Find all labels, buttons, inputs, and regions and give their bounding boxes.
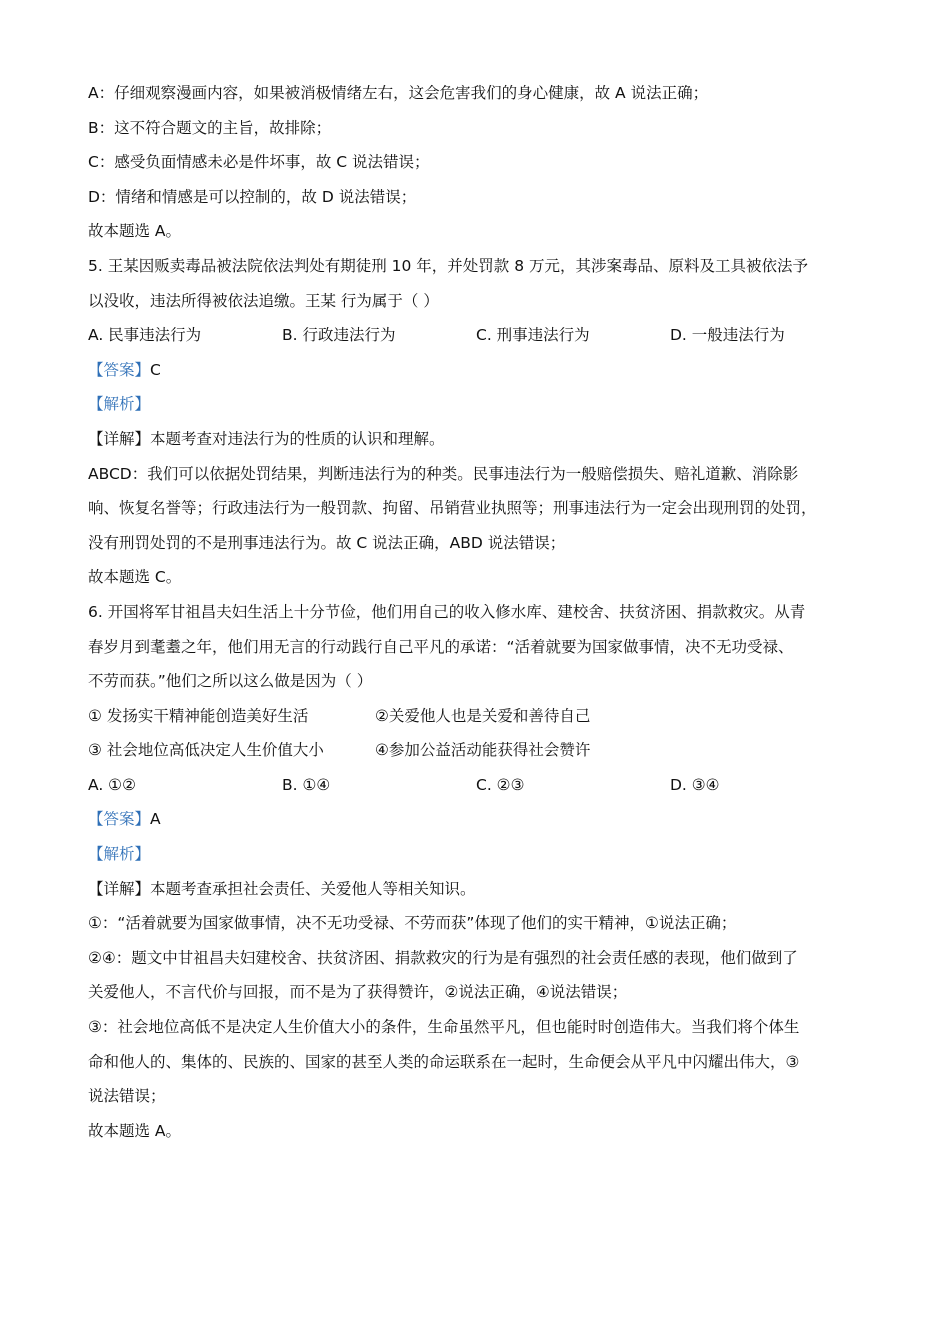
analysis-tag: 【解析】 (88, 395, 151, 414)
option-row (88, 318, 878, 353)
question-5 (88, 249, 878, 595)
question-stem: 春岁月到耄耋之年，他们用无言的行动践行自己平凡的承诺：“活着就要为国家做事情，决不无功受禄、 (88, 637, 794, 656)
conclusion-line: 故本题选 C。 (88, 568, 182, 587)
analysis-heading (88, 837, 878, 872)
option-d: D. ③④ (670, 775, 720, 794)
detail-line: 响、恢复名誉等；行政违法行为一般罚款、拘留、吊销营业执照等；刑事违法行为一定会出现刑罚的处罚， (88, 499, 817, 518)
detail-line: ABCD：我们可以依据处罚结果，判断违法行为的种类。民事违法行为一般赔偿损失、赔礼道歉、消除影 (88, 464, 799, 483)
document-page (88, 76, 878, 1148)
option-row (88, 768, 878, 803)
detail-line: 关爱他人，不言代价与回报，而不是为了获得赞许，②说法正确，④说法错误； (88, 983, 628, 1002)
answer-tag: 【答案】 (88, 360, 151, 379)
analysis-line: C：感受负面情感未必是件坏事，故 C 说法错误； (88, 153, 430, 172)
analysis-line: B：这不符合题文的主旨，故排除； (88, 118, 332, 137)
statement-row (88, 699, 878, 734)
statement-4: ④参加公益活动能获得社会赞许 (375, 741, 591, 760)
option-d: D. 一般违法行为 (670, 326, 785, 345)
answer-value: A (150, 810, 161, 829)
option-c: C. ②③ (476, 775, 525, 794)
statement-2: ②关爱他人也是关爱和善待自己 (375, 706, 591, 725)
answer-line (88, 802, 878, 837)
detail-line: ①：“活着就要为国家做事情，决不无功受禄、不劳而获”体现了他们的实干精神，①说法正确； (88, 914, 737, 933)
option-b: B. 行政违法行为 (282, 326, 396, 345)
option-c: C. 刑事违法行为 (476, 326, 590, 345)
detail-line: 没有刑罚处罚的不是刑事违法行为。故 C 说法正确，ABD 说法错误； (88, 533, 566, 552)
analysis-line: A：仔细观察漫画内容，如果被消极情绪左右，这会危害我们的身心健康，故 A 说法正确； (88, 84, 709, 102)
answer-line (88, 353, 878, 388)
detail-line: 【详解】本题考查对违法行为的性质的认识和理解。 (88, 429, 445, 448)
detail-line: ②④：题文中甘祖昌夫妇建校舍、扶贫济困、捐款救灾的行为是有强烈的社会责任感的表现，他们做到了 (88, 948, 798, 967)
answer-value: C (150, 360, 161, 379)
analysis-tag: 【解析】 (88, 845, 151, 864)
detail-line: 【详解】本题考查承担社会责任、关爱他人等相关知识。 (88, 879, 476, 898)
question-stem: 不劳而获。”他们之所以这么做是因为（ ） (88, 672, 373, 691)
detail-line: 说法错误； (88, 1087, 166, 1106)
question-stem: 以没收，违法所得被依法追缴。王某 行为属于（ ） (88, 291, 439, 310)
q4-analysis-block (88, 76, 878, 249)
option-a: A. 民事违法行为 (88, 326, 202, 345)
answer-tag: 【答案】 (88, 810, 151, 829)
analysis-line: D：情绪和情感是可以控制的，故 D 说法错误； (88, 187, 417, 206)
conclusion-line: 故本题选 A。 (88, 1121, 182, 1140)
option-b: B. ①④ (282, 775, 331, 794)
conclusion-line: 故本题选 A。 (88, 222, 182, 241)
statement-3: ③ 社会地位高低决定人生价值大小 (88, 741, 324, 760)
statement-1: ① 发扬实干精神能创造美好生活 (88, 706, 309, 725)
question-6 (88, 595, 878, 1149)
statement-row (88, 733, 878, 768)
detail-line: ③：社会地位高低不是决定人生价值大小的条件，生命虽然平凡，但也能时时创造伟大。当我们将个体生 (88, 1018, 800, 1037)
question-stem: 5. 王某因贩卖毒品被法院依法判处有期徒刑 10 年，并处罚款 8 万元，其涉案毒品、原料及工具被依法予 (88, 256, 809, 275)
option-a: A. ①② (88, 775, 136, 794)
detail-line: 命和他人的、集体的、民族的、国家的甚至人类的命运联系在一起时，生命便会从平凡中闪耀出伟大，③ (88, 1052, 800, 1071)
question-stem: 6. 开国将军甘祖昌夫妇生活上十分节俭，他们用自己的收入修水库、建校舍、扶贫济困、捐款救灾。从青 (88, 602, 806, 621)
analysis-heading (88, 387, 878, 422)
